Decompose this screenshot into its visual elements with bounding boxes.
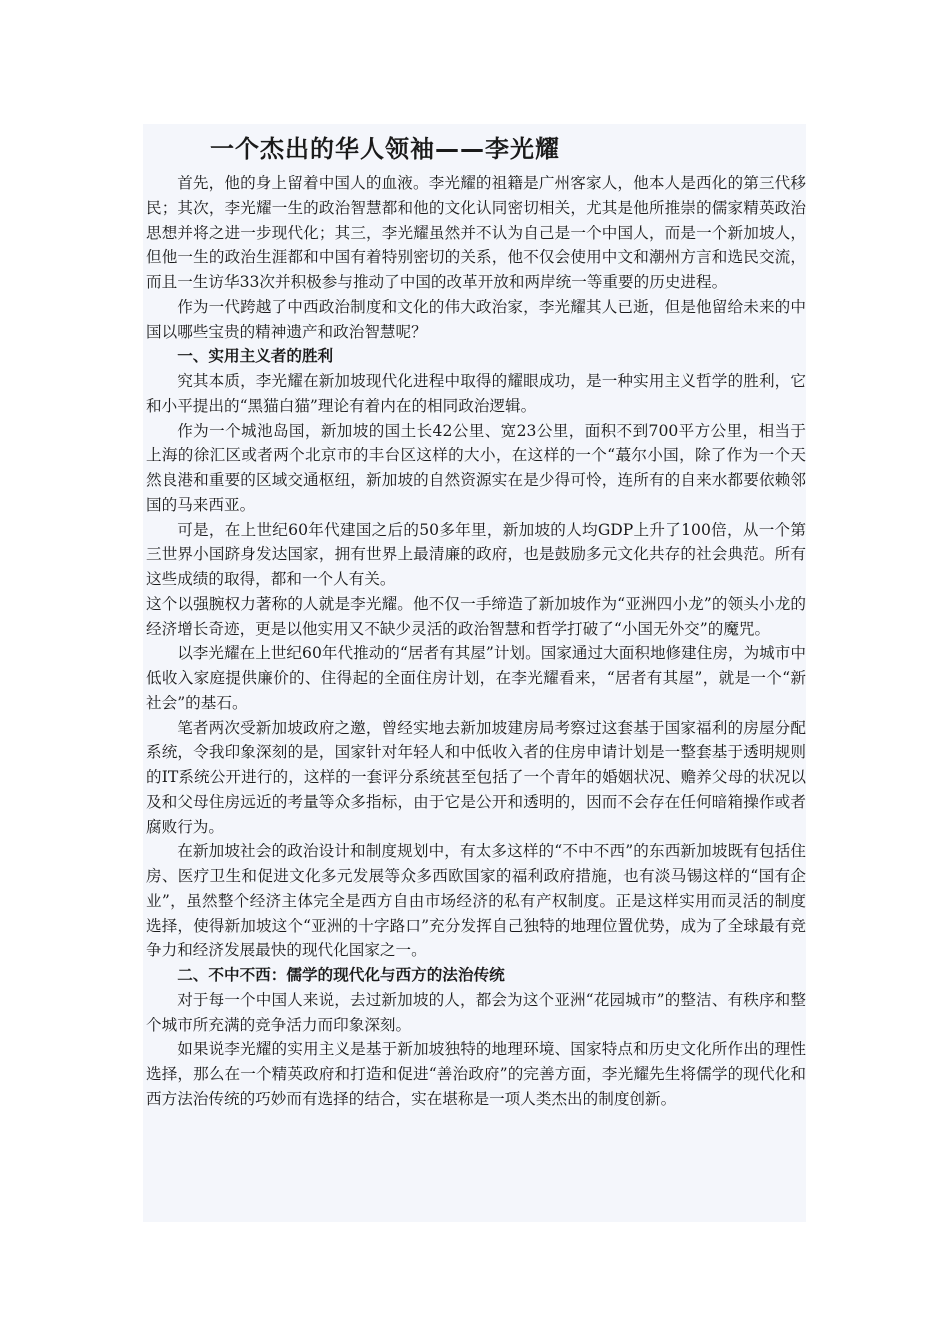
paragraph: 作为一代跨越了中西政治制度和文化的伟大政治家，李光耀其人已逝，但是他留给未来的中国以哪些宝贵的精神遗产和政治智慧呢？ [146, 297, 806, 341]
section-heading: 一、实用主义者的胜利 [177, 347, 334, 366]
paragraph: 笔者两次受新加坡政府之邀，曾经实地去新加坡建房局考察过这套基于国家福利的房屋分配系统，令我印象深刻的是，国家针对年轻人和中低收入者的住房申请计划是一整套基于透明规则的IT系统公开进行的，这样的一套评分系统甚至包括了一个青年的婚姻状况、赡养父母的状况以及和父母住房远近的考量等众多指标，由于它是公开和透明的，因而不会存在任何暗箱操作或者腐败行为。 [146, 718, 806, 836]
paragraph: 如果说李光耀的实用主义是基于新加坡独特的地理环境、国家特点和历史文化所作出的理性选择，那么在一个精英政府和打造和促进“善治政府”的完善方面，李光耀先生将儒学的现代化和西方法治传统的巧妙而有选择的结合，实在堪称是一项人类杰出的制度创新。 [146, 1040, 806, 1108]
paragraph: 作为一个城池岛国，新加坡的国土长42公里、宽23公里，面积不到700平方公里，相当于上海的徐汇区或者两个北京市的丰台区这样的大小，在这样的一个“蕞尔小国，除了作为一个天然良港和重要的区域交通枢纽，新加坡的自然资源实在是少得可怜，连所有的自来水都要依赖邻国的马来西亚。 [146, 421, 806, 514]
paragraph: 首先，他的身上留着中国人的血液。李光耀的祖籍是广州客家人，他本人是西化的第三代移民；其次，李光耀一生的政治智慧都和他的文化认同密切相关，尤其是他所推崇的儒家精英政治思想并将之进一步现代化；其三，李光耀虽然并不认为自己是一个中国人，而是一个新加坡人，但他一生的政治生涯都和中国有着特别密切的关系，他不仅会使用中文和潮州方言和选民交流，而且一生访华33次并积极参与推动了中国的改革开放和两岸统一等重要的历史进程。 [146, 174, 806, 291]
paragraph: 对于每一个中国人来说，去过新加坡的人，都会为这个亚洲“花园城市”的整洁、有秩序和整个城市所充满的竞争活力而印象深刻。 [146, 990, 806, 1034]
paragraph: 在新加坡社会的政治设计和制度规划中，有太多这样的“不中不西”的东西新加坡既有包括住房、医疗卫生和促进文化多元发展等众多西欧国家的福利政府措施，也有淡马锡这样的“国有企业”，虽然整个经济主体完全是西方自由市场经济的私有产权制度。正是这样实用而灵活的制度选择，使得新加坡这个“亚洲的十字路口”充分发挥自己独特的地理位置优势，成为了全球最有竞争力和经济发展最快的现代化国家之一。 [146, 842, 806, 960]
section-heading: 二、不中不西：儒学的现代化与西方的法治传统 [177, 966, 505, 984]
paragraph: 以李光耀在上世纪60年代推动的“居者有其屋”计划。国家通过大面积地修建住房，为城市中低收入家庭提供廉价的、住得起的全面住房计划，在李光耀看来，“居者有其屋”，就是一个“新社会”的基石。 [146, 644, 806, 712]
page-title: 一个杰出的华人领袖——李光耀 [210, 135, 560, 163]
paragraph: 这个以强腕权力著称的人就是李光耀。他不仅一手缔造了新加坡作为“亚洲四小龙”的领头小龙的经济增长奇迹，更是以他实用又不缺少灵活的政治智慧和哲学打破了“小国无外交”的魔咒。 [146, 594, 806, 638]
paragraph: 究其本质，李光耀在新加坡现代化进程中取得的耀眼成功，是一种实用主义哲学的胜利，它和小平提出的“黑猫白猫”理论有着内在的相同政治逻辑。 [146, 372, 806, 415]
article-body [146, 171, 806, 1112]
paragraph: 可是，在上世纪60年代建国之后的50多年里，新加坡的人均GDP上升了100倍，从一个第三世界小国跻身发达国家，拥有世界上最清廉的政府，也是鼓励多元文化共存的社会典范。所有这些成绩的取得，都和一个人有关。 [146, 520, 806, 588]
